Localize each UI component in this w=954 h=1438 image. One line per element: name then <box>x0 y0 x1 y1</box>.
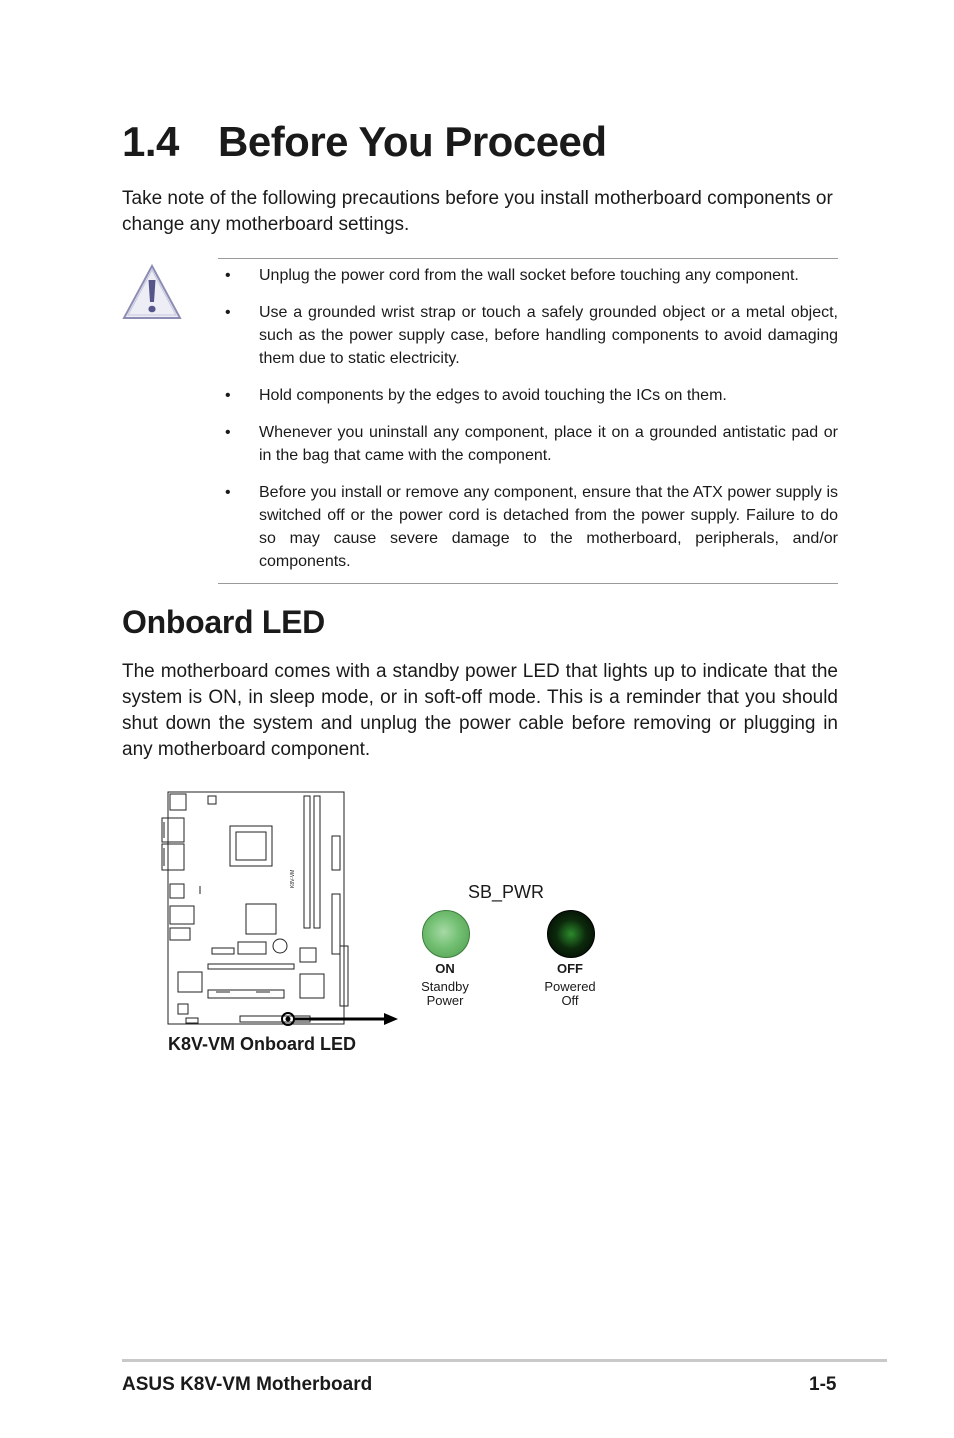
page-number: 1-5 <box>809 1374 837 1395</box>
caution-list <box>218 264 838 587</box>
led-on-label <box>400 962 490 1008</box>
led-off-desc-line2: Off <box>561 993 579 1008</box>
caution-item: • Hold components by the edges to avoid touching the ICs on them. <box>218 384 838 407</box>
section-title: Before You Proceed <box>218 118 607 165</box>
motherboard-diagram <box>160 786 410 1036</box>
section-number: 1.4 <box>122 118 179 165</box>
figure-caption: K8V-VM Onboard LED <box>168 1034 357 1054</box>
led-on-state: ON <box>435 961 455 976</box>
led-off-state: OFF <box>557 961 583 976</box>
bullet-marker: • <box>225 304 231 321</box>
footer-divider <box>122 1359 887 1362</box>
led-on-indicator <box>422 910 470 958</box>
footer-product-name: ASUS K8V-VM Motherboard <box>122 1374 373 1395</box>
subsection-heading: Onboard LED <box>122 604 325 640</box>
led-off-label <box>525 962 615 1008</box>
bullet-marker: • <box>225 387 231 404</box>
led-on-desc-line2: Power <box>426 993 464 1008</box>
section-heading <box>122 118 607 166</box>
warning-triangle-icon <box>122 264 182 322</box>
caution-item: • Use a grounded wrist strap or touch a safely grounded object or a metal object, such as the power supply case, before handling components to avoid damaging them due to static electricity. <box>218 301 838 370</box>
connector-label: SB_PWR <box>468 882 545 902</box>
led-on-desc-line1: Standby <box>421 979 469 994</box>
bullet-marker: • <box>225 424 231 441</box>
board-model-label: K8V-VM <box>290 869 296 888</box>
caution-item: • Whenever you uninstall any component, place it on a grounded antistatic pad or in the bag that came with the component. <box>218 421 838 467</box>
bullet-marker: • <box>225 267 231 284</box>
bullet-marker: • <box>225 484 231 501</box>
caution-item: • Before you install or remove any component, ensure that the ATX power supply is switched off or the power cord is detached from the power supply. Failure to do so may cause severe damage to the motherboard, peripherals, and/or components. <box>218 481 838 573</box>
led-off-indicator <box>547 910 595 958</box>
intro-text: Take note of the following precautions before you install motherboard components or change any motherboard settings. <box>122 188 833 235</box>
caution-item: • Unplug the power cord from the wall socket before touching any component. <box>218 264 838 287</box>
led-off-desc-line1: Powered <box>544 979 596 994</box>
onboard-led-paragraph: The motherboard comes with a standby power LED that lights up to indicate that the system is ON, in sleep mode, or in soft-off mode. This is a reminder that you should shut down the system and unplug the power cable before removing or plugging in any motherboard component. <box>122 661 838 760</box>
caution-bottom-divider <box>218 583 838 584</box>
caution-top-divider <box>218 258 838 259</box>
